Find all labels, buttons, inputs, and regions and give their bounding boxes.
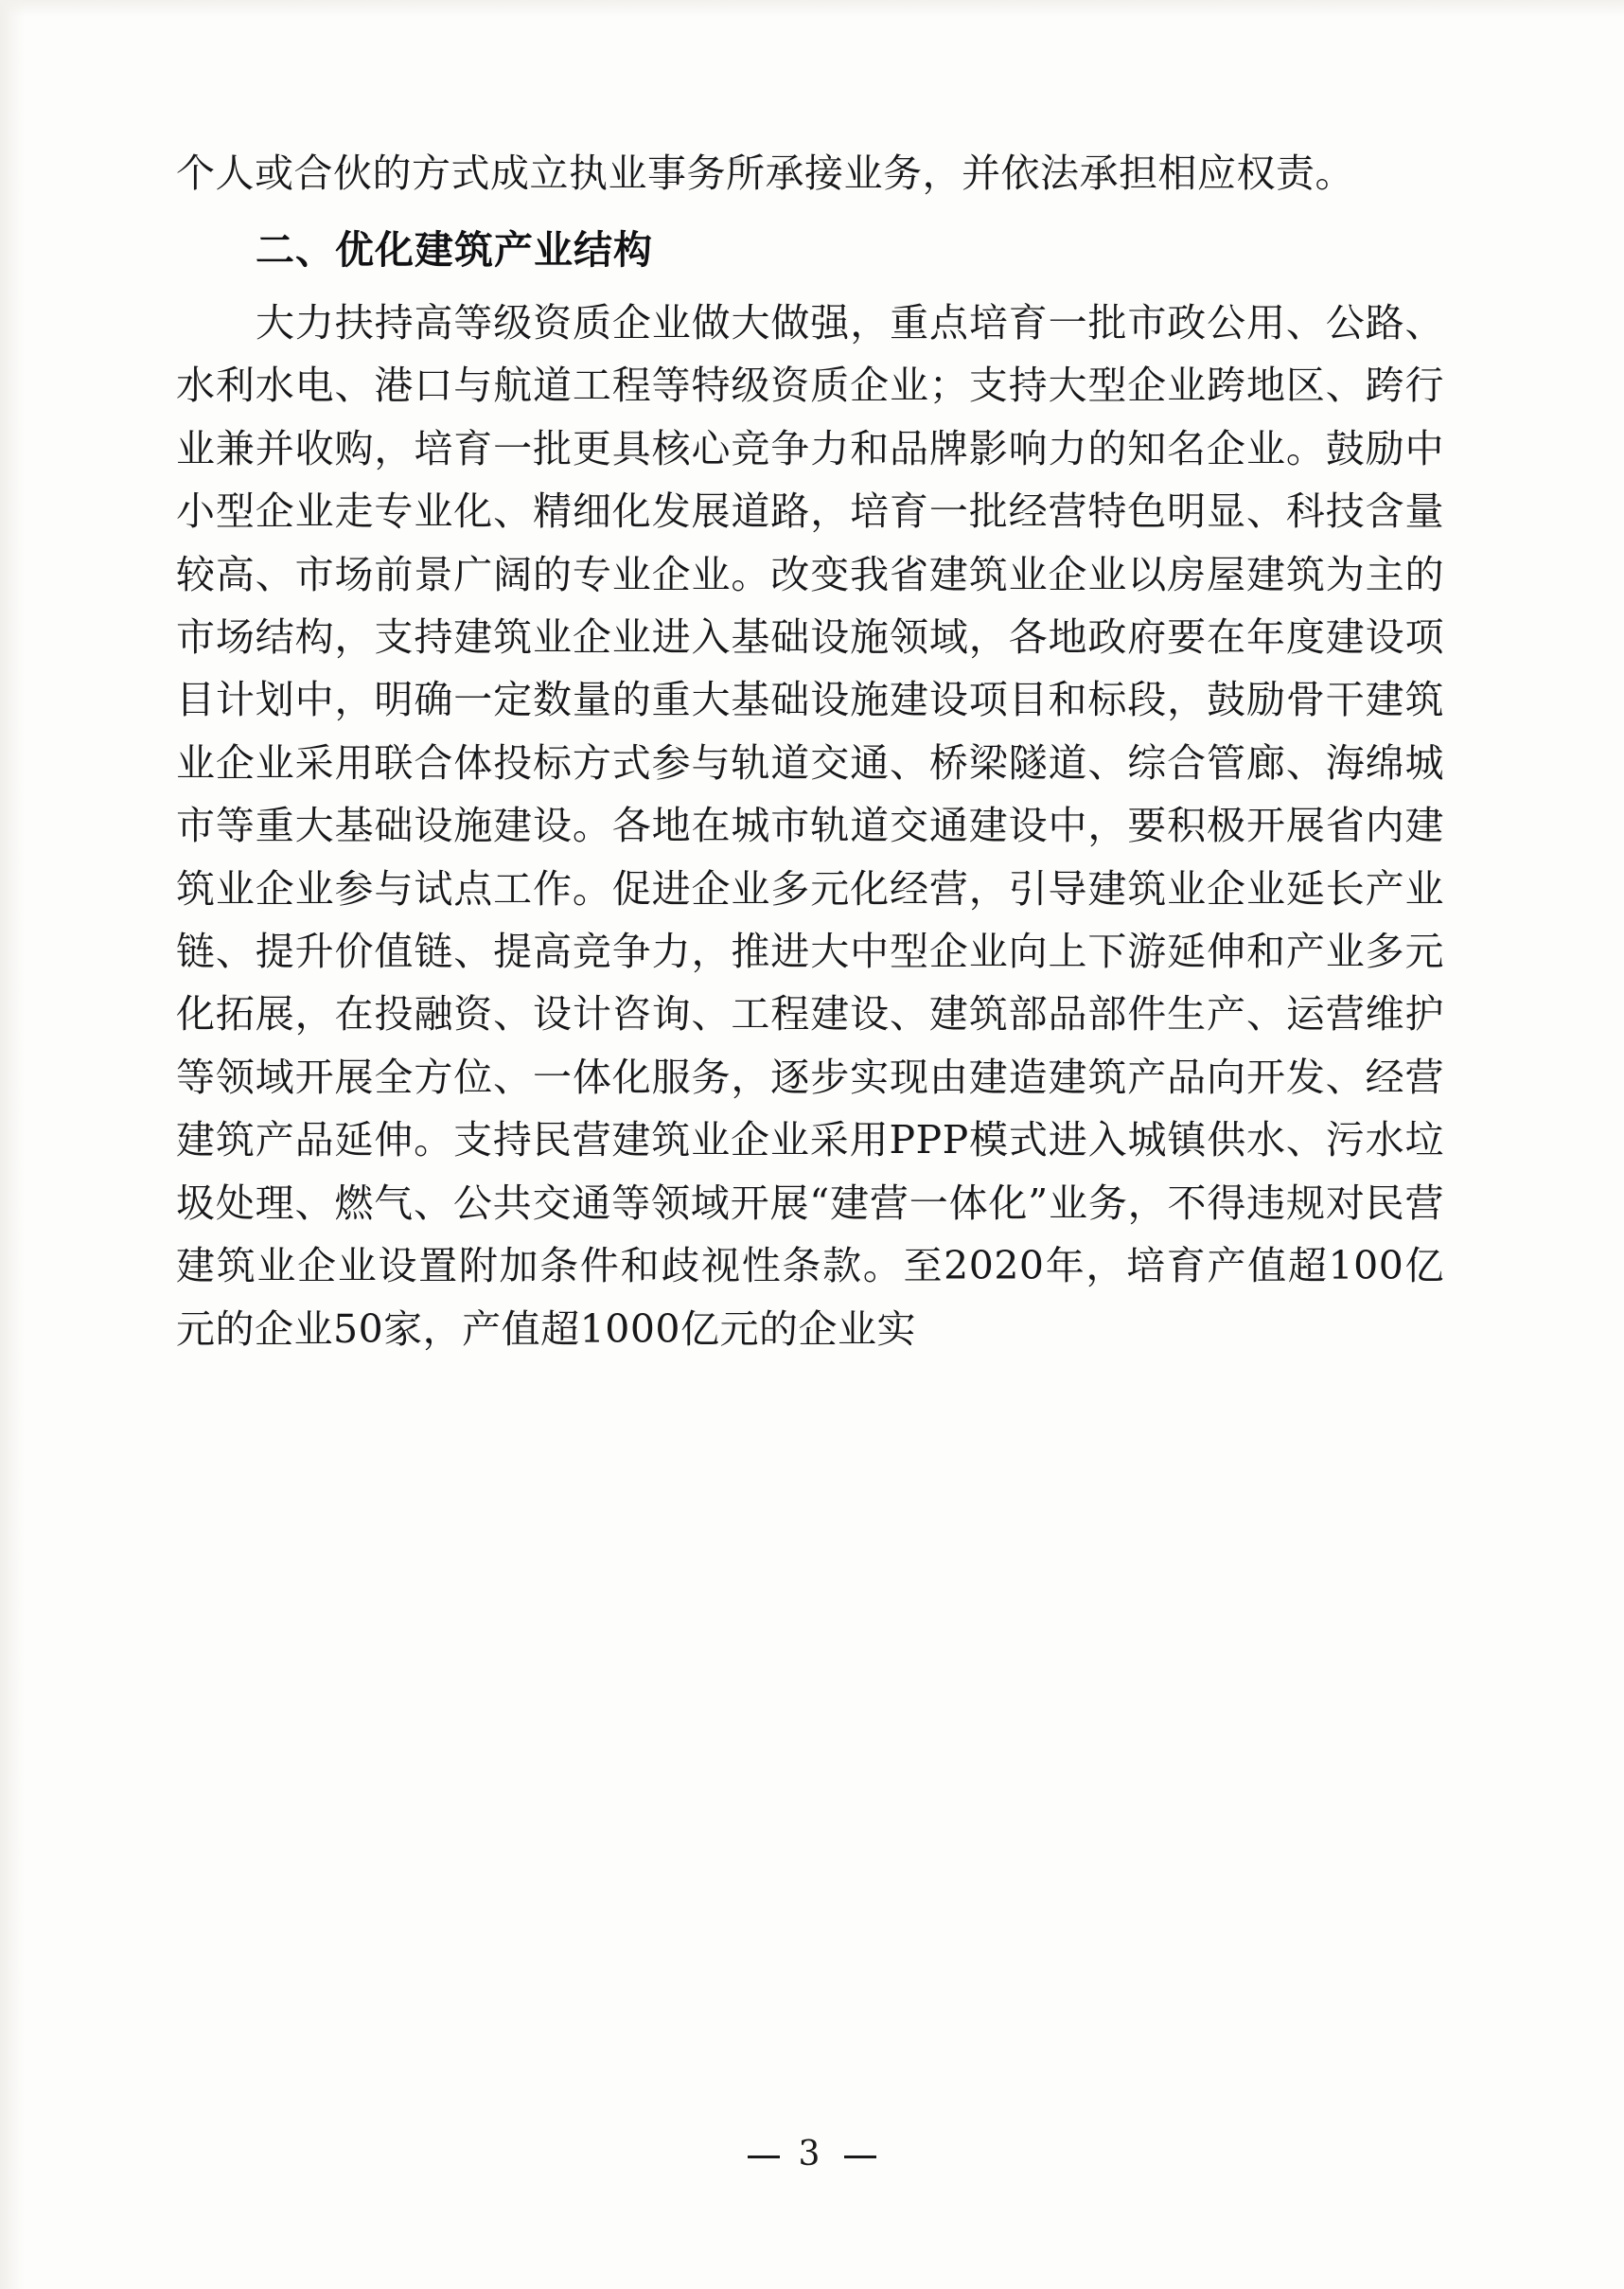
footer-dash-left bbox=[748, 2156, 780, 2158]
section-heading: 二、优化建筑产业结构 bbox=[256, 227, 653, 274]
page-content bbox=[176, 142, 1444, 1362]
body-block bbox=[176, 292, 1444, 1360]
paragraph-continuation: 个人或合伙的方式成立执业事务所承接业务，并依法承担相应权责。 bbox=[176, 151, 1354, 196]
page-footer bbox=[0, 2135, 1624, 2174]
paragraph-industry-structure: 大力扶持高等级资质企业做大做强，重点培育一批市政公用、公路、水利水电、港口与航道工程等特级资质企业；支持大型企业跨地区、跨行业兼并收购，培育一批更具核心竞争力和品牌影响力的知名企业。鼓励中小型企业走专业化、精细化发展道路，培育一批经营特色明显、科技含量较高、市场前景广阔的专业企业。改变我省建筑业企业以房屋建筑为主的市场结构，支持建筑业企业进入基础设施领域，各地政府要在年度建设项目计划中，明确一定数量的重大基础设施建设项目和标段，鼓励骨干建筑业企业采用联合体投标方式参与轨道交通、桥梁隧道、综合管廊、海绵城市等重大基础设施建设。各地在城市轨道交通建设中，要积极开展省内建筑业企业参与试点工作。促进企业多元化经营，引导建筑业企业延长产业链、提升价值链、提高竞争力，推进大中型企业向上下游延伸和产业多元化拓展，在投融资、设计咨询、工程建设、建筑部品部件生产、运营维护等领域开展全方位、一体化服务，逐步实现由建造建筑产品向开发、经营建筑产品延伸。支持民营建筑业企业采用PPP模式进入城镇供水、污水垃圾处理、燃气、公共交通等领域开展“建营一体化”业务，不得违规对民营建筑业企业设置附加条件和歧视性条款。至2020年，培育产值超100亿元的企业50家，产值超1000亿元的企业实 bbox=[176, 300, 1444, 1352]
page-edge-shadow-top bbox=[0, 0, 1624, 17]
page-number: 3 bbox=[798, 2135, 826, 2174]
footer-dash-right bbox=[844, 2156, 876, 2158]
page-edge-shadow-left bbox=[0, 0, 25, 2289]
